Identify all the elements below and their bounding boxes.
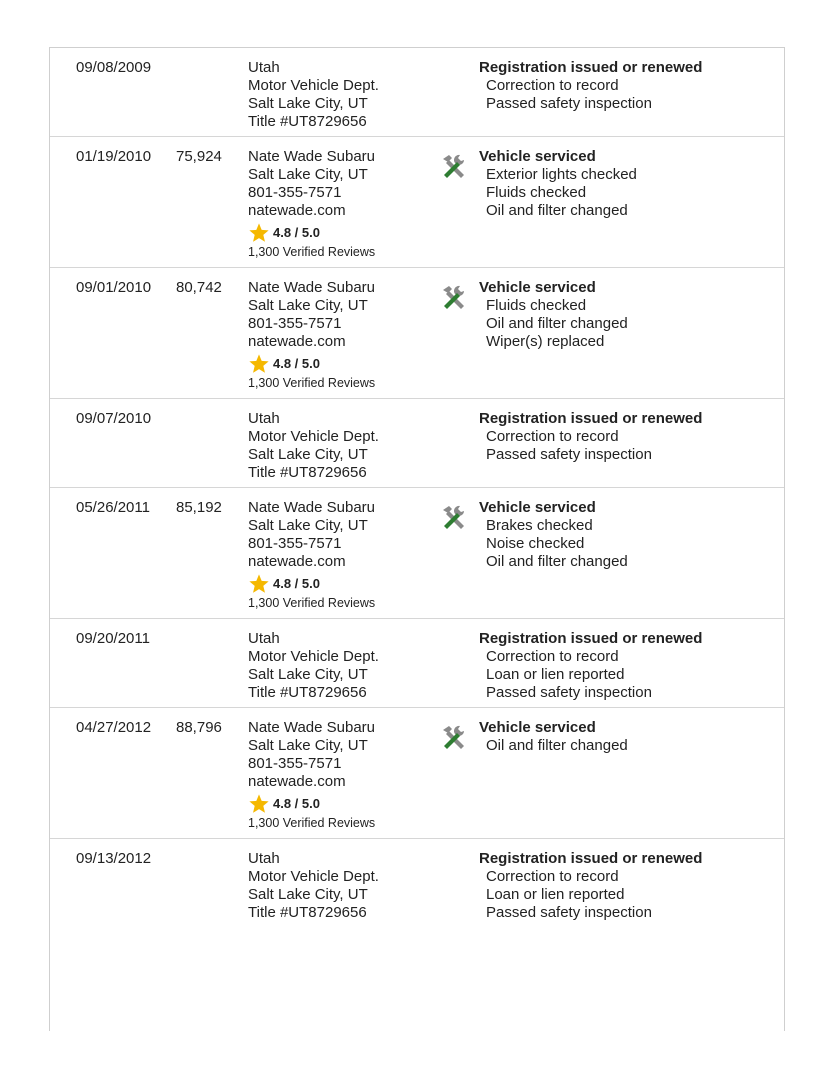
star-icon [248, 573, 273, 595]
service-tools-icon [438, 282, 468, 312]
record-date: 09/01/2010 [76, 279, 152, 296]
source-line: Utah [248, 630, 280, 647]
record-source [248, 148, 428, 261]
record-detail-item: Wiper(s) replaced [486, 333, 605, 350]
record-source [248, 279, 428, 392]
source-line: Nate Wade Subaru [248, 719, 376, 736]
record-source [248, 850, 428, 922]
record-detail-item: Passed safety inspection [486, 446, 652, 463]
rating-value: 4.8 / 5.0 [273, 796, 320, 811]
record-date: 09/08/2009 [76, 59, 152, 76]
record-date: 09/07/2010 [76, 410, 152, 427]
source-line: Salt Lake City, UT [248, 95, 368, 112]
record-detail-item: Correction to record [486, 868, 619, 885]
record-date: 04/27/2012 [76, 719, 152, 736]
record-details [479, 59, 779, 113]
source-line: Motor Vehicle Dept. [248, 868, 379, 885]
history-frame [49, 47, 785, 1031]
source-line: Nate Wade Subaru [248, 148, 376, 165]
record-source [248, 630, 428, 702]
source-line: 801-355-7571 [248, 755, 342, 772]
rating-value: 4.8 / 5.0 [273, 576, 320, 591]
source-line: Nate Wade Subaru [248, 279, 376, 296]
record-detail-item: Loan or lien reported [486, 886, 625, 903]
record-details [479, 410, 779, 464]
record-detail-item: Fluids checked [486, 297, 587, 314]
star-icon [248, 222, 273, 244]
record-detail-item: Correction to record [486, 428, 619, 445]
source-rating [248, 353, 428, 375]
source-line: Salt Lake City, UT [248, 166, 368, 183]
record-detail-item: Oil and filter changed [486, 553, 628, 570]
source-rating [248, 222, 428, 244]
record-details [479, 499, 779, 571]
source-line: 801-355-7571 [248, 535, 342, 552]
record-title: Vehicle serviced [479, 499, 596, 516]
history-row [50, 488, 784, 619]
record-details [479, 719, 779, 755]
source-line: 801-355-7571 [248, 184, 342, 201]
record-date: 01/19/2010 [76, 148, 152, 165]
source-line: Salt Lake City, UT [248, 886, 368, 903]
record-detail-item: Passed safety inspection [486, 95, 652, 112]
service-tools-icon [438, 502, 468, 532]
record-source [248, 410, 428, 482]
record-detail-item: Oil and filter changed [486, 315, 628, 332]
source-line: Motor Vehicle Dept. [248, 428, 379, 445]
verified-reviews-link[interactable]: 1,300 Verified Reviews [248, 376, 376, 390]
history-row [50, 708, 784, 839]
history-row [50, 137, 784, 268]
history-row [50, 48, 784, 137]
record-details [479, 850, 779, 922]
record-odometer: 75,924 [176, 148, 222, 165]
verified-reviews-link[interactable]: 1,300 Verified Reviews [248, 245, 376, 259]
record-source [248, 499, 428, 612]
record-date: 09/20/2011 [76, 630, 150, 647]
source-line: Salt Lake City, UT [248, 446, 368, 463]
record-title: Registration issued or renewed [479, 630, 703, 647]
record-odometer: 80,742 [176, 279, 222, 296]
history-row [50, 268, 784, 399]
record-title: Registration issued or renewed [479, 410, 703, 427]
source-line: 801-355-7571 [248, 315, 342, 332]
history-row [50, 619, 784, 708]
record-title: Vehicle serviced [479, 719, 596, 736]
record-detail-item: Correction to record [486, 77, 619, 94]
record-details [479, 148, 779, 220]
source-line: Motor Vehicle Dept. [248, 77, 379, 94]
source-rating [248, 793, 428, 815]
record-source [248, 719, 428, 832]
rating-value: 4.8 / 5.0 [273, 356, 320, 371]
source-line: Salt Lake City, UT [248, 517, 368, 534]
record-title: Registration issued or renewed [479, 850, 703, 867]
star-icon [248, 793, 273, 815]
record-detail-item: Oil and filter changed [486, 202, 628, 219]
verified-reviews-link[interactable]: 1,300 Verified Reviews [248, 596, 376, 610]
source-line: Title #UT8729656 [248, 113, 367, 130]
record-title: Registration issued or renewed [479, 59, 703, 76]
source-website-link[interactable]: natewade.com [248, 773, 346, 790]
record-detail-item: Passed safety inspection [486, 684, 652, 701]
rating-value: 4.8 / 5.0 [273, 225, 320, 240]
source-line: Nate Wade Subaru [248, 499, 376, 516]
history-row [50, 399, 784, 488]
source-line: Title #UT8729656 [248, 684, 367, 701]
vehicle-history-table [50, 48, 784, 927]
source-line: Salt Lake City, UT [248, 297, 368, 314]
source-rating [248, 573, 428, 595]
record-detail-item: Exterior lights checked [486, 166, 637, 183]
source-line: Utah [248, 850, 280, 867]
record-detail-item: Loan or lien reported [486, 666, 625, 683]
record-details [479, 630, 779, 702]
service-tools-icon [438, 151, 468, 181]
record-date: 09/13/2012 [76, 850, 152, 867]
record-odometer: 85,192 [176, 499, 222, 516]
record-detail-item: Passed safety inspection [486, 904, 652, 921]
record-detail-item: Oil and filter changed [486, 737, 628, 754]
source-website-link[interactable]: natewade.com [248, 553, 346, 570]
source-line: Salt Lake City, UT [248, 737, 368, 754]
source-line: Motor Vehicle Dept. [248, 648, 379, 665]
record-detail-item: Noise checked [486, 535, 585, 552]
source-line: Salt Lake City, UT [248, 666, 368, 683]
star-icon [248, 353, 273, 375]
record-detail-item: Brakes checked [486, 517, 593, 534]
record-title: Vehicle serviced [479, 148, 596, 165]
record-details [479, 279, 779, 351]
source-line: Utah [248, 410, 280, 427]
source-website-link[interactable]: natewade.com [248, 202, 346, 219]
history-row [50, 839, 784, 927]
record-title: Vehicle serviced [479, 279, 596, 296]
record-detail-item: Fluids checked [486, 184, 587, 201]
source-website-link[interactable]: natewade.com [248, 333, 346, 350]
record-detail-item: Correction to record [486, 648, 619, 665]
record-odometer: 88,796 [176, 719, 222, 736]
source-line: Title #UT8729656 [248, 464, 367, 481]
source-line: Utah [248, 59, 280, 76]
source-line: Title #UT8729656 [248, 904, 367, 921]
record-date: 05/26/2011 [76, 499, 150, 516]
verified-reviews-link[interactable]: 1,300 Verified Reviews [248, 816, 376, 830]
service-tools-icon [438, 722, 468, 752]
record-source [248, 59, 428, 131]
